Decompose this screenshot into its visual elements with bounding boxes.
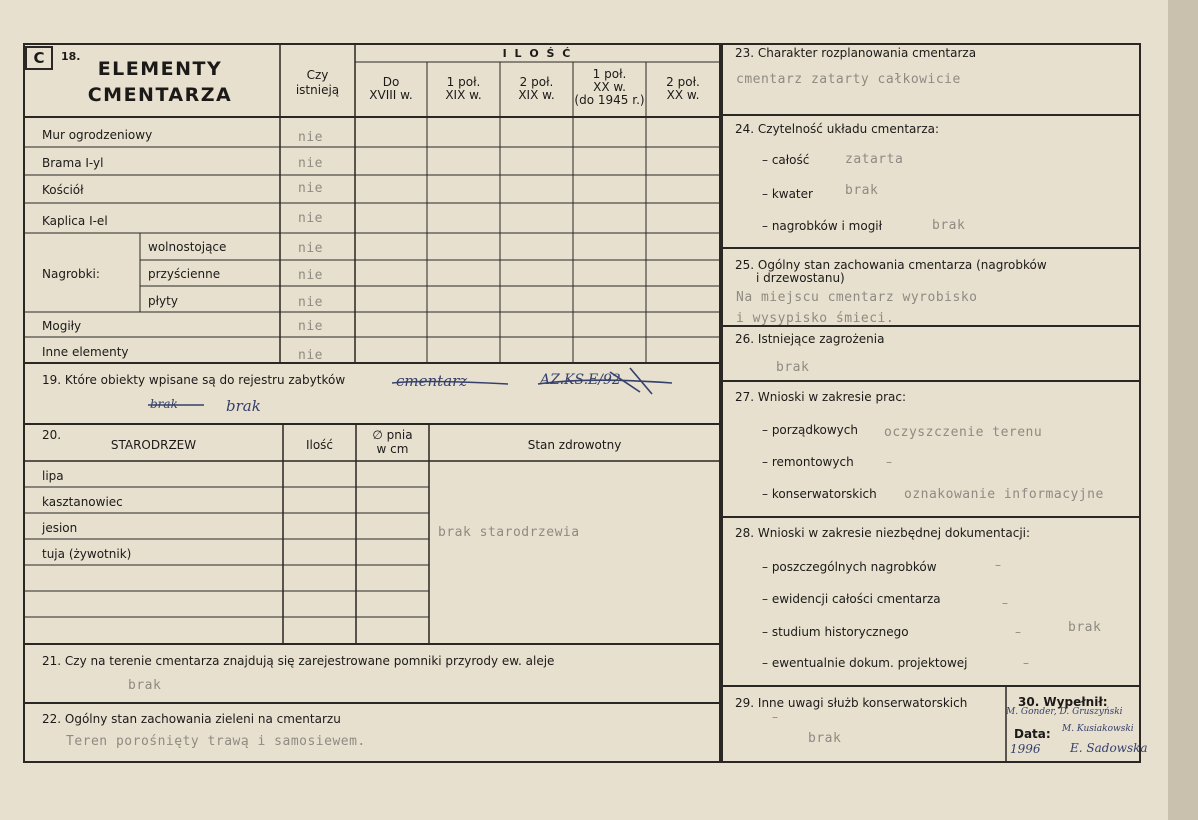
ilosc-header: I L O Ś Ć: [502, 47, 573, 60]
works-item-value: –: [886, 455, 892, 469]
trees-health-value: brak starodrzewia: [438, 525, 580, 540]
col-exists-header: Czy istnieją: [295, 68, 340, 97]
element-label: Kościół: [42, 183, 84, 197]
section-29-label: 29. Inne uwagi służb konserwatorskich: [735, 696, 968, 710]
section-29-dash: –: [772, 710, 778, 724]
section-26-value: brak: [776, 360, 810, 375]
documentation-item-value: –: [995, 558, 1001, 572]
section-22-label: 22. Ogólny stan zachowania zieleni na cmentarzu: [42, 712, 341, 726]
grave-exists-value: nie: [298, 268, 323, 283]
documentation-item-label: – ewentualnie dokum. projektowej: [762, 656, 968, 670]
period-header-3: 2 poł. XIX w.: [518, 75, 555, 102]
section-22-value: Teren porośnięty trawą i samosiewem.: [66, 734, 366, 749]
section-27-label: 27. Wnioski w zakresie prac:: [735, 390, 907, 404]
section-28-note: brak: [1068, 620, 1102, 635]
element-exists-value: nie: [298, 211, 323, 226]
legibility-item-value: brak: [845, 183, 879, 198]
grave-exists-value: nie: [298, 295, 323, 310]
section-20-number: 20.: [42, 428, 62, 442]
element-exists-value: nie: [298, 181, 323, 196]
legibility-item-value: zatarta: [845, 152, 904, 167]
element-exists-value: nie: [298, 156, 323, 171]
documentation-item-value: –: [1023, 656, 1029, 670]
tree-label: kasztanowiec: [42, 495, 123, 509]
section-23-value: cmentarz zatarty całkowicie: [736, 72, 961, 87]
section-26-label: 26. Istniejące zagrożenia: [735, 332, 885, 346]
filled-by-names: E. Sadowska: [1070, 741, 1148, 755]
period-header-5: 2 poł. XX w.: [666, 75, 700, 102]
section-23-label: 23. Charakter rozplanowania cmentarza: [735, 46, 977, 60]
other-elements-exists-value: nie: [298, 348, 323, 362]
other-elements-label: Inne elementy: [42, 345, 129, 359]
grave-exists-value: nie: [298, 241, 323, 256]
section-19-value: brak: [226, 397, 261, 415]
section-19-label: 19. Które obiekty wpisane są do rejestru zabytków: [42, 373, 346, 387]
trees-col-quantity: Ilość: [305, 438, 334, 452]
graves-label: Nagrobki:: [42, 267, 100, 281]
section-21-label: 21. Czy na terenie cmentarza znajdują się zarejestrowane pomniki przyrody ew. aleje: [42, 654, 555, 668]
grave-type-label: przyścienne: [148, 267, 221, 281]
element-label: Mur ogrodzeniowy: [42, 128, 153, 142]
period-header-4: 1 poł. XX w. (do 1945 r.): [574, 67, 645, 107]
filled-by-names: M. Kusiakowski: [1062, 724, 1134, 734]
documentation-item-value: –: [1002, 596, 1008, 610]
section-24-label: 24. Czytelność układu cmentarza:: [735, 122, 940, 136]
documentation-item-label: – ewidencji całości cmentarza: [762, 592, 941, 606]
legibility-item-label: – kwater: [762, 187, 813, 201]
section-25-label-line1: 25. Ogólny stan zachowania cmentarza (nagrobków: [735, 258, 1047, 272]
card-letter: C: [33, 49, 45, 67]
element-label: Brama I-yl: [42, 156, 104, 170]
grave-type-label: płyty: [148, 294, 178, 308]
trees-col-health: Stan zdrowotny: [527, 438, 622, 452]
section-18-number: 18.: [61, 50, 81, 63]
section-28-label: 28. Wnioski w zakresie niezbędnej dokumentacji:: [735, 526, 1031, 540]
section-19-struck-register-no: AZ.KS.E/92: [540, 372, 621, 388]
section-25-value-line2: i wysypisko śmieci.: [736, 311, 895, 325]
works-item-label: – konserwatorskich: [762, 487, 877, 501]
section-25-label-line2: i drzewostanu): [756, 271, 845, 285]
period-header-2: 1 poł. XIX w.: [445, 75, 482, 102]
legibility-item-label: – całość: [762, 153, 810, 167]
tree-label: jesion: [42, 521, 78, 535]
period-header-1: Do XVIII w.: [369, 75, 413, 102]
section-30-label: 30. Wypełnił:: [1018, 695, 1108, 709]
works-item-label: – porządkowych: [762, 423, 858, 437]
element-label: Kaplica I-el: [42, 214, 108, 228]
legibility-item-label: – nagrobków i mogił: [762, 219, 883, 233]
element-exists-value: nie: [298, 130, 323, 145]
section-19-struck-value: brak: [150, 397, 178, 411]
grave-type-label: wolnostojące: [148, 240, 227, 254]
works-item-value: oczyszczenie terenu: [884, 425, 1043, 440]
trees-col-diameter: ∅ pnia w cm: [372, 428, 413, 456]
documentation-item-value: –: [1015, 625, 1021, 639]
section-18-title-line2: CMENTARZA: [87, 84, 233, 106]
section-30-date-label: Data:: [1014, 727, 1051, 741]
works-item-label: – remontowych: [762, 455, 854, 469]
section-25-value-line1: Na miejscu cmentarz wyrobisko: [736, 290, 978, 305]
filled-by-names: M. Gonder, D. Gruszyński: [1006, 707, 1123, 717]
section-20-title: STARODRZEW: [110, 438, 197, 452]
documentation-item-label: – poszczególnych nagrobków: [762, 560, 937, 574]
documentation-item-label: – studium historycznego: [762, 625, 909, 639]
section-19-struck-entry: cmentarz: [396, 372, 468, 390]
mogily-exists-value: nie: [298, 319, 323, 334]
tree-label: tuja (żywotnik): [42, 547, 132, 561]
works-item-value: oznakowanie informacyjne: [904, 487, 1104, 502]
legibility-item-value: brak: [932, 218, 966, 233]
section-21-value: brak: [128, 678, 162, 693]
mogily-label: Mogiły: [42, 319, 82, 333]
section-18-title-line1: ELEMENTY: [97, 58, 223, 80]
tree-label: lipa: [42, 469, 64, 483]
filled-date-year: 1996: [1010, 742, 1041, 756]
section-29-value: brak: [808, 731, 842, 746]
